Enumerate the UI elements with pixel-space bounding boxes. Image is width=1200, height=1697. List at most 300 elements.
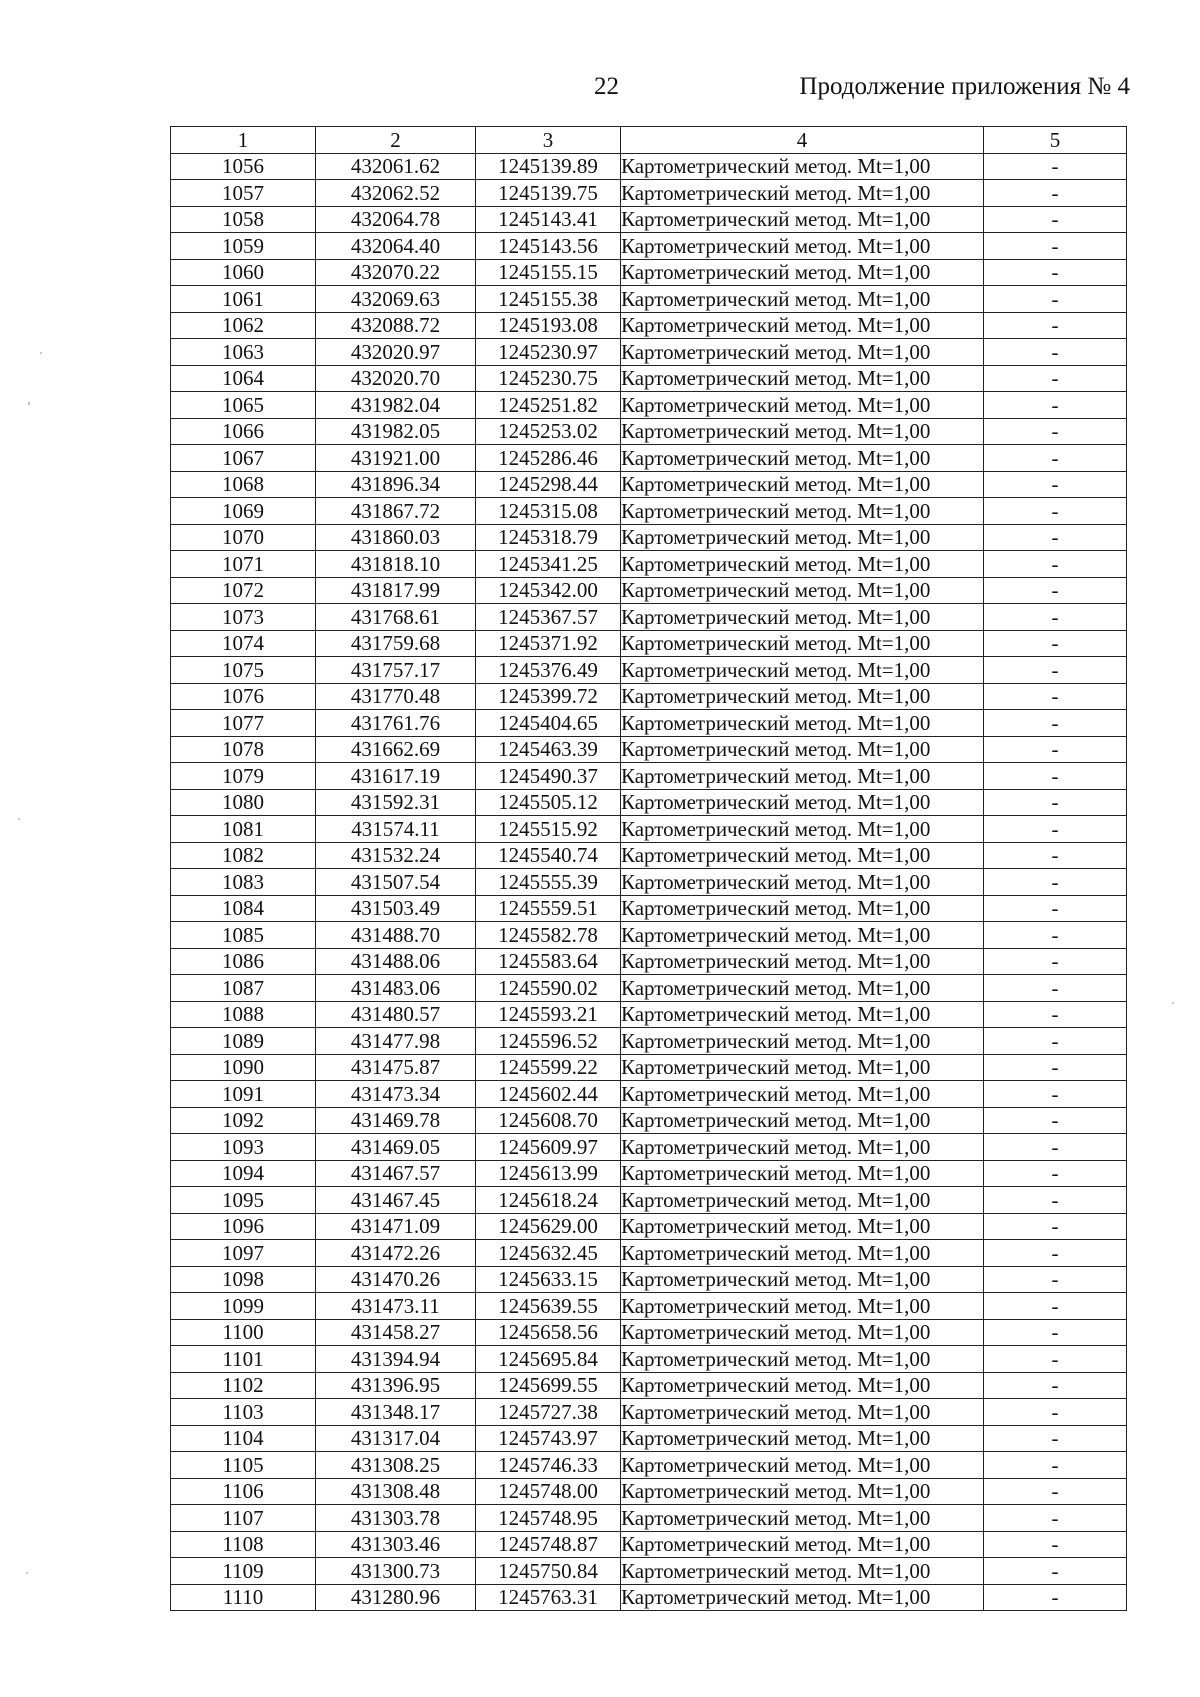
y-coordinate-cell: 1245540.74 [476, 842, 621, 869]
x-coordinate-cell: 431592.31 [316, 789, 476, 816]
y-coordinate-cell: 1245253.02 [476, 418, 621, 445]
y-coordinate-cell: 1245315.08 [476, 498, 621, 525]
x-coordinate-cell: 431308.25 [316, 1452, 476, 1479]
point-number-cell: 1060 [171, 259, 316, 286]
y-coordinate-cell: 1245193.08 [476, 312, 621, 339]
table-row [171, 153, 1127, 180]
table-row [171, 365, 1127, 392]
table-row [171, 233, 1127, 260]
x-coordinate-cell: 432061.62 [316, 153, 476, 180]
method-cell: Картометрический метод. Mt=1,00 [621, 1213, 984, 1240]
point-number-cell: 1081 [171, 816, 316, 843]
table-row [171, 1346, 1127, 1373]
x-coordinate-cell: 431475.87 [316, 1054, 476, 1081]
table-row [171, 1505, 1127, 1532]
table-row [171, 842, 1127, 869]
x-coordinate-cell: 431768.61 [316, 604, 476, 631]
x-coordinate-cell: 431303.46 [316, 1531, 476, 1558]
note-cell: - [984, 1372, 1127, 1399]
point-number-cell: 1062 [171, 312, 316, 339]
method-cell: Картометрический метод. Mt=1,00 [621, 286, 984, 313]
method-cell: Картометрический метод. Mt=1,00 [621, 1187, 984, 1214]
x-coordinate-cell: 431817.99 [316, 577, 476, 604]
x-coordinate-cell: 431662.69 [316, 736, 476, 763]
y-coordinate-cell: 1245727.38 [476, 1399, 621, 1426]
x-coordinate-cell: 431483.06 [316, 975, 476, 1002]
table-row [171, 1134, 1127, 1161]
x-coordinate-cell: 431488.70 [316, 922, 476, 949]
x-coordinate-cell: 432020.70 [316, 365, 476, 392]
x-coordinate-cell: 431532.24 [316, 842, 476, 869]
x-coordinate-cell: 431488.06 [316, 948, 476, 975]
point-number-cell: 1092 [171, 1107, 316, 1134]
table-row [171, 1372, 1127, 1399]
method-cell: Картометрический метод. Mt=1,00 [621, 365, 984, 392]
note-cell: - [984, 259, 1127, 286]
point-number-cell: 1084 [171, 895, 316, 922]
method-cell: Картометрический метод. Mt=1,00 [621, 1346, 984, 1373]
note-cell: - [984, 577, 1127, 604]
method-cell: Картометрический метод. Mt=1,00 [621, 1266, 984, 1293]
method-cell: Картометрический метод. Mt=1,00 [621, 259, 984, 286]
table-row [171, 418, 1127, 445]
note-cell: - [984, 1001, 1127, 1028]
y-coordinate-cell: 1245658.56 [476, 1319, 621, 1346]
point-number-cell: 1085 [171, 922, 316, 949]
y-coordinate-cell: 1245695.84 [476, 1346, 621, 1373]
point-number-cell: 1108 [171, 1531, 316, 1558]
y-coordinate-cell: 1245139.89 [476, 153, 621, 180]
coordinates-table [170, 126, 1127, 1611]
point-number-cell: 1075 [171, 657, 316, 684]
method-cell: Картометрический метод. Mt=1,00 [621, 1028, 984, 1055]
y-coordinate-cell: 1245286.46 [476, 445, 621, 472]
point-number-cell: 1059 [171, 233, 316, 260]
x-coordinate-cell: 431467.45 [316, 1187, 476, 1214]
scan-speck [28, 402, 30, 405]
table-row [171, 1558, 1127, 1585]
point-number-cell: 1093 [171, 1134, 316, 1161]
point-number-cell: 1066 [171, 418, 316, 445]
point-number-cell: 1086 [171, 948, 316, 975]
y-coordinate-cell: 1245230.75 [476, 365, 621, 392]
method-cell: Картометрический метод. Mt=1,00 [621, 1054, 984, 1081]
y-coordinate-cell: 1245230.97 [476, 339, 621, 366]
method-cell: Картометрический метод. Mt=1,00 [621, 445, 984, 472]
method-cell: Картометрический метод. Mt=1,00 [621, 869, 984, 896]
y-coordinate-cell: 1245490.37 [476, 763, 621, 790]
table-row [171, 180, 1127, 207]
y-coordinate-cell: 1245699.55 [476, 1372, 621, 1399]
note-cell: - [984, 1213, 1127, 1240]
method-cell: Картометрический метод. Mt=1,00 [621, 948, 984, 975]
point-number-cell: 1058 [171, 206, 316, 233]
method-cell: Картометрический метод. Mt=1,00 [621, 710, 984, 737]
x-coordinate-cell: 431472.26 [316, 1240, 476, 1267]
point-number-cell: 1061 [171, 286, 316, 313]
method-cell: Картометрический метод. Mt=1,00 [621, 604, 984, 631]
x-coordinate-cell: 431896.34 [316, 471, 476, 498]
y-coordinate-cell: 1245748.87 [476, 1531, 621, 1558]
y-coordinate-cell: 1245341.25 [476, 551, 621, 578]
table-row [171, 1107, 1127, 1134]
note-cell: - [984, 1266, 1127, 1293]
table-row [171, 1399, 1127, 1426]
y-coordinate-cell: 1245298.44 [476, 471, 621, 498]
note-cell: - [984, 206, 1127, 233]
y-coordinate-cell: 1245155.38 [476, 286, 621, 313]
point-number-cell: 1099 [171, 1293, 316, 1320]
method-cell: Картометрический метод. Mt=1,00 [621, 816, 984, 843]
x-coordinate-cell: 431473.34 [316, 1081, 476, 1108]
point-number-cell: 1098 [171, 1266, 316, 1293]
note-cell: - [984, 816, 1127, 843]
note-cell: - [984, 1081, 1127, 1108]
x-coordinate-cell: 431470.26 [316, 1266, 476, 1293]
x-coordinate-cell: 432020.97 [316, 339, 476, 366]
point-number-cell: 1056 [171, 153, 316, 180]
point-number-cell: 1109 [171, 1558, 316, 1585]
point-number-cell: 1073 [171, 604, 316, 631]
y-coordinate-cell: 1245632.45 [476, 1240, 621, 1267]
x-coordinate-cell: 431458.27 [316, 1319, 476, 1346]
x-coordinate-cell: 432064.40 [316, 233, 476, 260]
x-coordinate-cell: 431867.72 [316, 498, 476, 525]
table-row [171, 551, 1127, 578]
table-row [171, 789, 1127, 816]
table-row [171, 1293, 1127, 1320]
note-cell: - [984, 1452, 1127, 1479]
point-number-cell: 1064 [171, 365, 316, 392]
method-cell: Картометрический метод. Mt=1,00 [621, 683, 984, 710]
table-row [171, 577, 1127, 604]
table-row [171, 1584, 1127, 1611]
point-number-cell: 1103 [171, 1399, 316, 1426]
point-number-cell: 1063 [171, 339, 316, 366]
note-cell: - [984, 392, 1127, 419]
y-coordinate-cell: 1245618.24 [476, 1187, 621, 1214]
method-cell: Картометрический метод. Mt=1,00 [621, 339, 984, 366]
note-cell: - [984, 365, 1127, 392]
x-coordinate-cell: 432070.22 [316, 259, 476, 286]
table-row [171, 895, 1127, 922]
x-coordinate-cell: 431303.78 [316, 1505, 476, 1532]
y-coordinate-cell: 1245596.52 [476, 1028, 621, 1055]
point-number-cell: 1107 [171, 1505, 316, 1532]
table-row [171, 1160, 1127, 1187]
y-coordinate-cell: 1245143.56 [476, 233, 621, 260]
y-coordinate-cell: 1245399.72 [476, 683, 621, 710]
scan-speck [1172, 1002, 1174, 1004]
x-coordinate-cell: 431396.95 [316, 1372, 476, 1399]
y-coordinate-cell: 1245590.02 [476, 975, 621, 1002]
x-coordinate-cell: 431317.04 [316, 1425, 476, 1452]
y-coordinate-cell: 1245748.00 [476, 1478, 621, 1505]
note-cell: - [984, 1293, 1127, 1320]
note-cell: - [984, 233, 1127, 260]
x-coordinate-cell: 431507.54 [316, 869, 476, 896]
point-number-cell: 1082 [171, 842, 316, 869]
method-cell: Картометрический метод. Mt=1,00 [621, 1478, 984, 1505]
method-cell: Картометрический метод. Mt=1,00 [621, 1319, 984, 1346]
table-row [171, 206, 1127, 233]
y-coordinate-cell: 1245763.31 [476, 1584, 621, 1611]
x-coordinate-cell: 431761.76 [316, 710, 476, 737]
note-cell: - [984, 1399, 1127, 1426]
y-coordinate-cell: 1245639.55 [476, 1293, 621, 1320]
y-coordinate-cell: 1245139.75 [476, 180, 621, 207]
note-cell: - [984, 1134, 1127, 1161]
note-cell: - [984, 736, 1127, 763]
table-row [171, 975, 1127, 1002]
x-coordinate-cell: 431473.11 [316, 1293, 476, 1320]
y-coordinate-cell: 1245155.15 [476, 259, 621, 286]
point-number-cell: 1091 [171, 1081, 316, 1108]
point-number-cell: 1069 [171, 498, 316, 525]
y-coordinate-cell: 1245367.57 [476, 604, 621, 631]
method-cell: Картометрический метод. Mt=1,00 [621, 789, 984, 816]
y-coordinate-cell: 1245583.64 [476, 948, 621, 975]
note-cell: - [984, 1558, 1127, 1585]
method-cell: Картометрический метод. Mt=1,00 [621, 418, 984, 445]
scan-speck [18, 818, 20, 820]
x-coordinate-cell: 431348.17 [316, 1399, 476, 1426]
column-header-4: 4 [621, 127, 984, 154]
method-cell: Картометрический метод. Mt=1,00 [621, 1425, 984, 1452]
table-row [171, 1028, 1127, 1055]
point-number-cell: 1096 [171, 1213, 316, 1240]
table-row [171, 259, 1127, 286]
table-header [171, 127, 1127, 154]
x-coordinate-cell: 431982.04 [316, 392, 476, 419]
x-coordinate-cell: 432088.72 [316, 312, 476, 339]
note-cell: - [984, 710, 1127, 737]
column-header-3: 3 [476, 127, 621, 154]
y-coordinate-cell: 1245633.15 [476, 1266, 621, 1293]
table-row [171, 948, 1127, 975]
x-coordinate-cell: 431617.19 [316, 763, 476, 790]
table-row [171, 710, 1127, 737]
method-cell: Картометрический метод. Mt=1,00 [621, 736, 984, 763]
method-cell: Картометрический метод. Mt=1,00 [621, 922, 984, 949]
note-cell: - [984, 339, 1127, 366]
note-cell: - [984, 471, 1127, 498]
note-cell: - [984, 1028, 1127, 1055]
x-coordinate-cell: 432064.78 [316, 206, 476, 233]
point-number-cell: 1076 [171, 683, 316, 710]
note-cell: - [984, 524, 1127, 551]
table-row [171, 869, 1127, 896]
point-number-cell: 1097 [171, 1240, 316, 1267]
x-coordinate-cell: 431860.03 [316, 524, 476, 551]
y-coordinate-cell: 1245251.82 [476, 392, 621, 419]
note-cell: - [984, 445, 1127, 472]
method-cell: Картометрический метод. Mt=1,00 [621, 1558, 984, 1585]
table-row [171, 1081, 1127, 1108]
table-row [171, 312, 1127, 339]
method-cell: Картометрический метод. Mt=1,00 [621, 842, 984, 869]
method-cell: Картометрический метод. Mt=1,00 [621, 1134, 984, 1161]
y-coordinate-cell: 1245318.79 [476, 524, 621, 551]
note-cell: - [984, 789, 1127, 816]
point-number-cell: 1077 [171, 710, 316, 737]
table-row [171, 1478, 1127, 1505]
x-coordinate-cell: 431921.00 [316, 445, 476, 472]
column-header-5: 5 [984, 127, 1127, 154]
table-row [171, 339, 1127, 366]
method-cell: Картометрический метод. Mt=1,00 [621, 895, 984, 922]
note-cell: - [984, 869, 1127, 896]
note-cell: - [984, 498, 1127, 525]
table-row [171, 1425, 1127, 1452]
table-row [171, 657, 1127, 684]
note-cell: - [984, 1505, 1127, 1532]
column-header-1: 1 [171, 127, 316, 154]
point-number-cell: 1067 [171, 445, 316, 472]
method-cell: Картометрический метод. Mt=1,00 [621, 577, 984, 604]
method-cell: Картометрический метод. Mt=1,00 [621, 1293, 984, 1320]
x-coordinate-cell: 431469.05 [316, 1134, 476, 1161]
point-number-cell: 1105 [171, 1452, 316, 1479]
scan-speck [26, 1572, 28, 1574]
table-row [171, 445, 1127, 472]
note-cell: - [984, 1584, 1127, 1611]
x-coordinate-cell: 431477.98 [316, 1028, 476, 1055]
table-row [171, 1240, 1127, 1267]
method-cell: Картометрический метод. Mt=1,00 [621, 763, 984, 790]
note-cell: - [984, 551, 1127, 578]
y-coordinate-cell: 1245599.22 [476, 1054, 621, 1081]
y-coordinate-cell: 1245342.00 [476, 577, 621, 604]
method-cell: Картометрический метод. Mt=1,00 [621, 1240, 984, 1267]
method-cell: Картометрический метод. Mt=1,00 [621, 1081, 984, 1108]
table-row [171, 498, 1127, 525]
column-header-2: 2 [316, 127, 476, 154]
x-coordinate-cell: 431759.68 [316, 630, 476, 657]
point-number-cell: 1101 [171, 1346, 316, 1373]
table-row [171, 286, 1127, 313]
method-cell: Картометрический метод. Mt=1,00 [621, 471, 984, 498]
note-cell: - [984, 1531, 1127, 1558]
method-cell: Картометрический метод. Mt=1,00 [621, 1107, 984, 1134]
method-cell: Картометрический метод. Mt=1,00 [621, 312, 984, 339]
point-number-cell: 1088 [171, 1001, 316, 1028]
note-cell: - [984, 418, 1127, 445]
y-coordinate-cell: 1245629.00 [476, 1213, 621, 1240]
table-row [171, 1054, 1127, 1081]
note-cell: - [984, 1425, 1127, 1452]
table-row [171, 1531, 1127, 1558]
point-number-cell: 1087 [171, 975, 316, 1002]
x-coordinate-cell: 431574.11 [316, 816, 476, 843]
table-row [171, 922, 1127, 949]
x-coordinate-cell: 431467.57 [316, 1160, 476, 1187]
page-number: 22 [594, 73, 619, 100]
method-cell: Картометрический метод. Mt=1,00 [621, 1160, 984, 1187]
note-cell: - [984, 842, 1127, 869]
y-coordinate-cell: 1245750.84 [476, 1558, 621, 1585]
point-number-cell: 1083 [171, 869, 316, 896]
table-row [171, 471, 1127, 498]
note-cell: - [984, 153, 1127, 180]
method-cell: Картометрический метод. Mt=1,00 [621, 233, 984, 260]
y-coordinate-cell: 1245743.97 [476, 1425, 621, 1452]
table-body [171, 153, 1127, 1611]
point-number-cell: 1078 [171, 736, 316, 763]
note-cell: - [984, 1478, 1127, 1505]
point-number-cell: 1110 [171, 1584, 316, 1611]
y-coordinate-cell: 1245559.51 [476, 895, 621, 922]
y-coordinate-cell: 1245613.99 [476, 1160, 621, 1187]
x-coordinate-cell: 431770.48 [316, 683, 476, 710]
point-number-cell: 1094 [171, 1160, 316, 1187]
y-coordinate-cell: 1245515.92 [476, 816, 621, 843]
table-row [171, 683, 1127, 710]
table-row [171, 1187, 1127, 1214]
y-coordinate-cell: 1245505.12 [476, 789, 621, 816]
table-row [171, 1213, 1127, 1240]
table-row [171, 816, 1127, 843]
table-row [171, 1001, 1127, 1028]
note-cell: - [984, 1187, 1127, 1214]
point-number-cell: 1070 [171, 524, 316, 551]
y-coordinate-cell: 1245602.44 [476, 1081, 621, 1108]
note-cell: - [984, 975, 1127, 1002]
method-cell: Картометрический метод. Mt=1,00 [621, 1372, 984, 1399]
point-number-cell: 1068 [171, 471, 316, 498]
note-cell: - [984, 312, 1127, 339]
method-cell: Картометрический метод. Mt=1,00 [621, 1505, 984, 1532]
y-coordinate-cell: 1245404.65 [476, 710, 621, 737]
y-coordinate-cell: 1245593.21 [476, 1001, 621, 1028]
point-number-cell: 1095 [171, 1187, 316, 1214]
point-number-cell: 1074 [171, 630, 316, 657]
x-coordinate-cell: 431308.48 [316, 1478, 476, 1505]
method-cell: Картометрический метод. Mt=1,00 [621, 498, 984, 525]
y-coordinate-cell: 1245609.97 [476, 1134, 621, 1161]
x-coordinate-cell: 432069.63 [316, 286, 476, 313]
table-row [171, 736, 1127, 763]
note-cell: - [984, 286, 1127, 313]
x-coordinate-cell: 431480.57 [316, 1001, 476, 1028]
table-row [171, 524, 1127, 551]
method-cell: Картометрический метод. Mt=1,00 [621, 1452, 984, 1479]
table-row [171, 1319, 1127, 1346]
note-cell: - [984, 1240, 1127, 1267]
table-row [171, 763, 1127, 790]
point-number-cell: 1100 [171, 1319, 316, 1346]
method-cell: Картометрический метод. Mt=1,00 [621, 1399, 984, 1426]
table-row [171, 604, 1127, 631]
table-row [171, 630, 1127, 657]
table-row [171, 392, 1127, 419]
method-cell: Картометрический метод. Mt=1,00 [621, 180, 984, 207]
point-number-cell: 1065 [171, 392, 316, 419]
point-number-cell: 1079 [171, 763, 316, 790]
note-cell: - [984, 1319, 1127, 1346]
x-coordinate-cell: 431394.94 [316, 1346, 476, 1373]
y-coordinate-cell: 1245748.95 [476, 1505, 621, 1532]
table-header-row [171, 127, 1127, 154]
point-number-cell: 1071 [171, 551, 316, 578]
point-number-cell: 1080 [171, 789, 316, 816]
method-cell: Картометрический метод. Mt=1,00 [621, 392, 984, 419]
appendix-continuation-title: Продолжение приложения № 4 [799, 73, 1130, 100]
method-cell: Картометрический метод. Mt=1,00 [621, 551, 984, 578]
note-cell: - [984, 922, 1127, 949]
note-cell: - [984, 1107, 1127, 1134]
method-cell: Картометрический метод. Mt=1,00 [621, 1584, 984, 1611]
